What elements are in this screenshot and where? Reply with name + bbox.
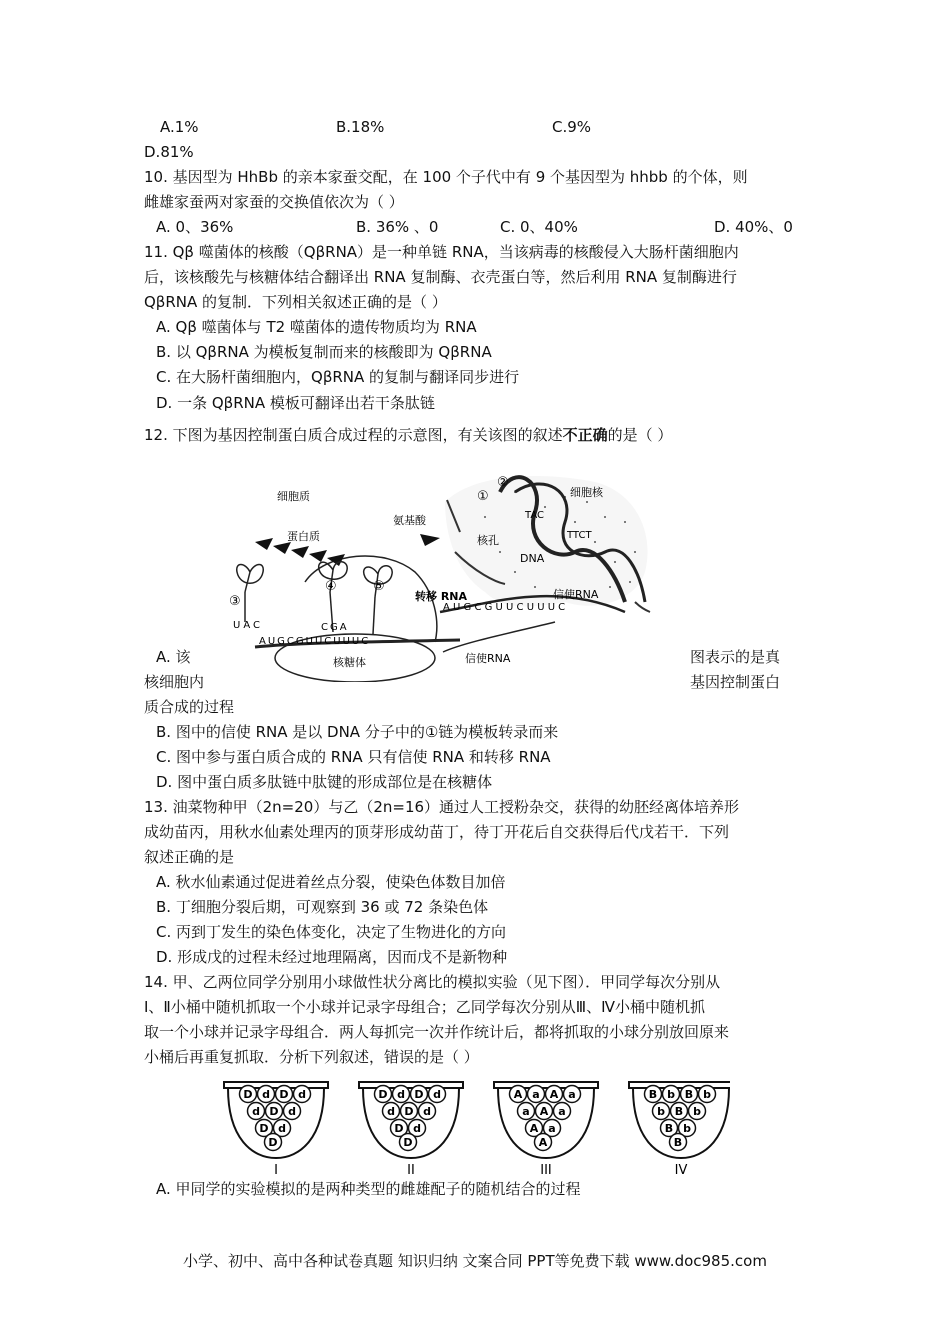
ball-letter: D [403, 1136, 413, 1149]
q11-option-d: D. 一条 QβRNA 模板可翻译出若干条肽链 [156, 394, 435, 412]
q12-stem-pre: 12. 下图为基因控制蛋白质合成过程的示意图，有关该图的叙述 [144, 426, 563, 444]
fig-protein: 蛋白质 [287, 530, 320, 543]
ball-letter: d [413, 1122, 421, 1135]
bucket-4 [629, 1082, 730, 1178]
q10-option-c: C. 0、40% [500, 218, 578, 236]
fig-codons: AUGCGUUCUUUC [259, 636, 371, 647]
ball-letter: b [657, 1105, 665, 1118]
protein-synthesis-figure [215, 462, 685, 682]
q9-option-b: B.18% [336, 118, 385, 136]
q12-option-d: D. 图中蛋白质多肽链中肽键的形成部位是在核糖体 [156, 773, 493, 791]
q13-option-a: A. 秋水仙素通过促进着丝点分裂，使染色体数目加倍 [156, 873, 506, 891]
q11-option-c: C. 在大肠杆菌细胞内，QβRNA 的复制与翻译同步进行 [156, 368, 520, 386]
ball-letter: d [288, 1105, 296, 1118]
ball-letter: B [674, 1105, 684, 1118]
fig-trna: 转移 RNA [415, 590, 468, 603]
bucket-label: II [407, 1163, 415, 1178]
q13-stem-line1: 13. 油菜物种甲（2n=20）与乙（2n=16）通过人工授粉杂交，获得的幼胚经离体培养形 [144, 798, 740, 816]
ball-letter: d [278, 1122, 286, 1135]
ball-letter: D [243, 1088, 253, 1101]
fig-dna: DNA [520, 552, 545, 565]
q14-option-a: A. 甲同学的实验模拟的是两种类型的雌雄配子的随机结合的过程 [156, 1180, 581, 1198]
fig-dna-top: TAC [525, 510, 544, 521]
ball-letter: D [259, 1122, 269, 1135]
bucket-3 [494, 1082, 598, 1178]
fig-nucleus: 细胞核 [570, 486, 603, 499]
q14-stem-line4: 小桶后再重复抓取．分析下列叙述，错误的是（ ） [144, 1048, 479, 1066]
q11-option-b: B. 以 QβRNA 为模板复制而来的核酸即为 QβRNA [156, 343, 492, 361]
ball-letter: a [532, 1088, 540, 1101]
ball-letter: d [298, 1088, 306, 1101]
fig-amino-acid: 氨基酸 [393, 514, 426, 527]
ball-letter: b [667, 1088, 675, 1101]
q12-stem [144, 424, 672, 446]
q9-option-a: A.1% [160, 118, 199, 136]
fig-anticodon-4: CGA [321, 622, 349, 633]
ball-letter: d [433, 1088, 441, 1101]
fig-mrna: 信使RNA [553, 588, 599, 601]
fig-ribosome: 核糖体 [333, 656, 366, 669]
q14-stem-line3: 取一个小球并记录字母组合．两人每抓完一次并作统计后，都将抓取的小球分别放回原来 [144, 1023, 730, 1041]
fig-cytoplasm: 细胞质 [277, 490, 310, 503]
q11-stem-line3: QβRNA 的复制．下列相关叙述正确的是（ ） [144, 293, 447, 311]
fig-dna-mid: TTCT [567, 530, 592, 541]
bucket-1 [224, 1082, 328, 1178]
q12-option-a3: 质合成的过程 [144, 698, 235, 716]
fig-label-1: ① [477, 489, 489, 504]
ball-letter: A [539, 1105, 549, 1118]
ball-letter: b [683, 1122, 691, 1135]
ball-letter: D [378, 1088, 388, 1101]
q11-option-a: A. Qβ 噬菌体与 T2 噬菌体的遗传物质均为 RNA [156, 318, 477, 336]
trna-5 [364, 566, 393, 634]
fig-label-5: ⑤ [373, 579, 385, 594]
protein-chain [255, 534, 440, 566]
ball-letter: d [423, 1105, 431, 1118]
ball-letter: A [529, 1122, 539, 1135]
trna-3 [237, 565, 264, 623]
q14-stem-line2: Ⅰ、Ⅱ小桶中随机抓取一个小球并记录字母组合；乙同学每次分别从Ⅲ、Ⅳ小桶中随机抓 [144, 998, 705, 1016]
q12-option-a2-left: 核细胞内 [144, 673, 205, 691]
q10-option-d: D. 40%、0 [714, 218, 793, 236]
q10-option-b: B. 36% 、0 [356, 218, 439, 236]
ball-letter: b [703, 1088, 711, 1101]
ball-letter: A [513, 1088, 523, 1101]
ball-letter: a [548, 1122, 556, 1135]
q12-option-c: C. 图中参与蛋白质合成的 RNA 只有信使 RNA 和转移 RNA [156, 748, 551, 766]
q10-stem-line1: 10. 基因型为 HhBb 的亲本家蚕交配，在 100 个子代中有 9 个基因型为 hhbb 的个体，则 [144, 168, 748, 186]
q10-stem-line2: 雌雄家蚕两对家蚕的交换值依次为（ ） [144, 193, 404, 211]
q12-option-a2-right: 基因控制蛋白 [690, 673, 781, 691]
ball-letter: A [538, 1136, 548, 1149]
q13-option-d: D. 形成戊的过程未经过地理隔离，因而戊不是新物种 [156, 948, 508, 966]
buckets-figure [220, 1078, 730, 1178]
fig-mrna2: 信使RNA [465, 652, 511, 665]
fig-pore: 核孔 [477, 534, 499, 547]
bucket-2 [359, 1082, 463, 1178]
ball-letter: B [648, 1088, 658, 1101]
bucket-label: III [540, 1163, 552, 1178]
ball-letter: B [664, 1122, 674, 1135]
fig-label-3: ③ [229, 594, 241, 609]
ball-letter: A [549, 1088, 559, 1101]
q12-option-a-left: A. 该 [156, 648, 191, 666]
q10-option-a: A. 0、36% [156, 218, 234, 236]
q13-stem-line3: 叙述正确的是 [144, 848, 235, 866]
q12-option-b: B. 图中的信使 RNA 是以 DNA 分子中的①链为模板转录而来 [156, 723, 559, 741]
ball-letter: a [522, 1105, 530, 1118]
q11-stem-line2: 后，该核酸先与核糖体结合翻译出 RNA 复制酶、衣壳蛋白等，然后利用 RNA 复制酶进行 [144, 268, 737, 286]
ball-letter: D [279, 1088, 289, 1101]
arrow-mrna-export [443, 622, 555, 652]
q12-option-a-right: 图表示的是真 [690, 648, 781, 666]
ball-letter: a [568, 1088, 576, 1101]
q9-option-c: C.9% [552, 118, 592, 136]
q11-stem-line1: 11. Qβ 噬菌体的核酸（QβRNA）是一种单链 RNA，当该病毒的核酸侵入大肠杆菌细胞内 [144, 243, 739, 261]
ball-letter: b [693, 1105, 701, 1118]
bucket-label: I [274, 1163, 278, 1178]
ball-letter: D [394, 1122, 404, 1135]
ball-letter: d [262, 1088, 270, 1101]
fig-label-4: ④ [325, 579, 337, 594]
q13-option-b: B. 丁细胞分裂后期，可观察到 36 或 72 条染色体 [156, 898, 489, 916]
ball-letter: D [414, 1088, 424, 1101]
q13-stem-line2: 成幼苗丙，用秋水仙素处理丙的顶芽形成幼苗丁，待丁开花后自交获得后代戊若干．下列 [144, 823, 730, 841]
ball-letter: d [387, 1105, 395, 1118]
ball-letter: B [673, 1136, 683, 1149]
bucket-label: IV [674, 1163, 688, 1178]
q13-option-c: C. 丙到丁发生的染色体变化，决定了生物进化的方向 [156, 923, 507, 941]
q12-stem-bold: 不正确 [562, 426, 608, 444]
footer: 小学、初中、高中各种试卷真题 知识归纳 文案合同 PPT等免费下载 www.doc985.com [183, 1252, 767, 1270]
q14-stem-line1: 14. 甲、乙两位同学分别用小球做性状分离比的模拟实验（见下图）．甲同学每次分别从 [144, 973, 721, 991]
ball-letter: D [269, 1105, 279, 1118]
fig-strand-top: A U G C G U U C U U U C [443, 602, 566, 613]
ball-letter: a [558, 1105, 566, 1118]
ball-letter: D [268, 1136, 278, 1149]
ball-letter: d [397, 1088, 405, 1101]
ball-letter: D [404, 1105, 414, 1118]
fig-label-2: ② [497, 475, 509, 490]
ball-letter: d [252, 1105, 260, 1118]
ball-letter: B [684, 1088, 694, 1101]
fig-anticodon-3: UAC [233, 620, 263, 631]
q9-option-d: D.81% [144, 143, 194, 161]
q12-stem-post: 的是（ ） [607, 426, 673, 444]
